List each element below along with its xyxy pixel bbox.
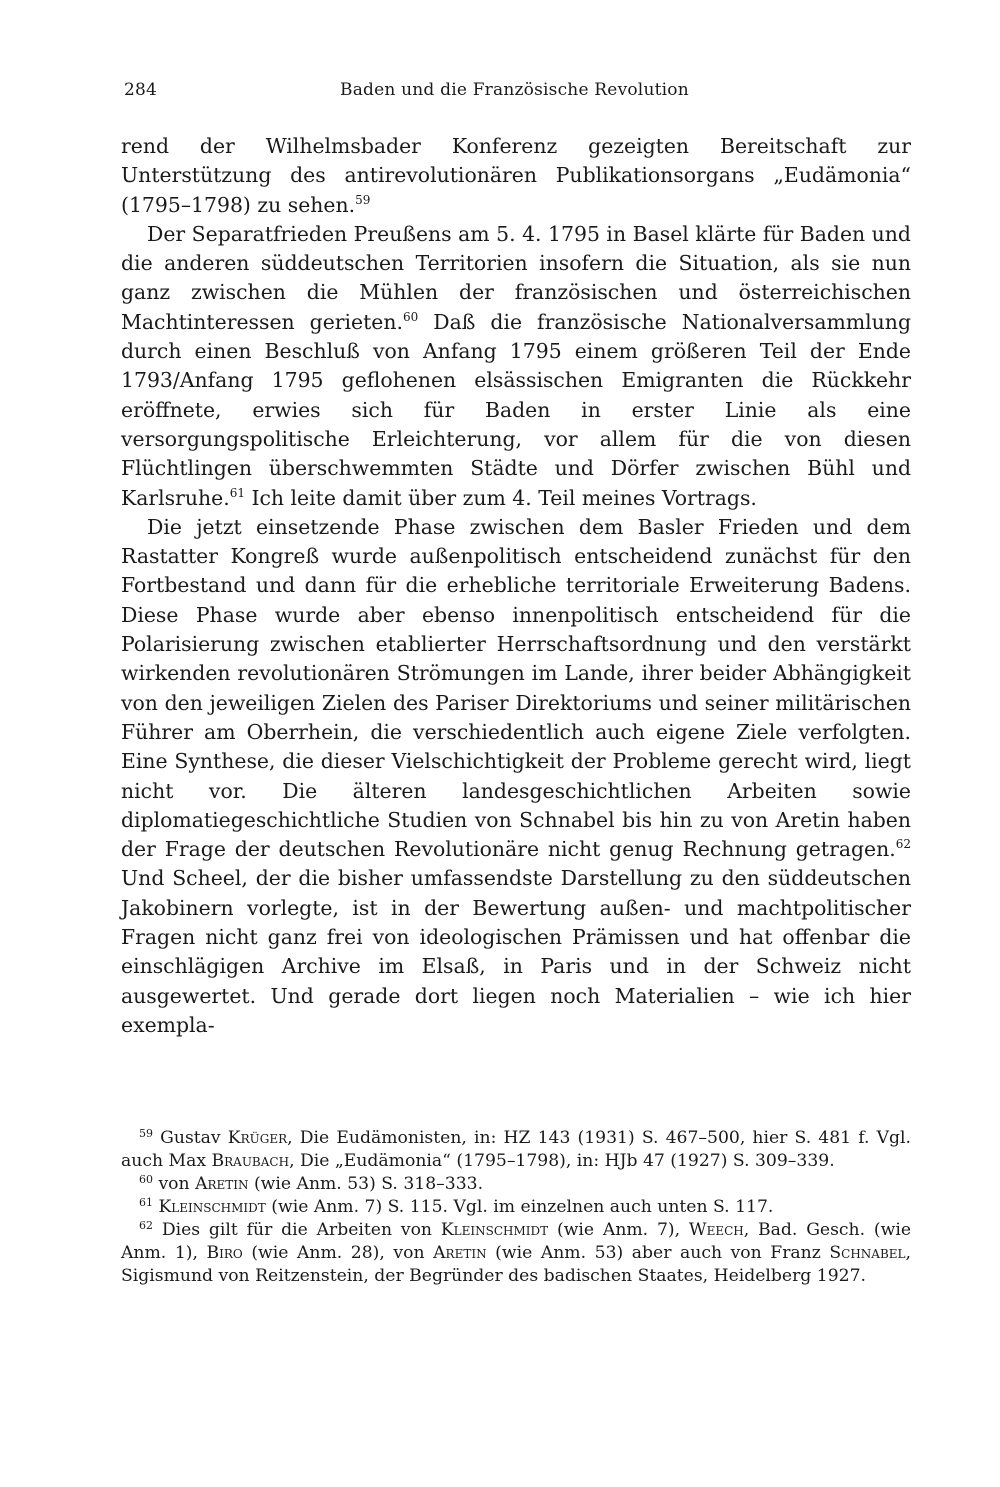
author-name: Biro <box>206 1243 243 1263</box>
footnote-text: Dies gilt für die Arbeiten von <box>153 1220 441 1240</box>
footnote-number: 59 <box>139 1127 153 1140</box>
paragraph-2-sentence-1: Der Separatfrieden Preußens am 5. 4. 1795 in Basel klärte für Baden und die anderen süddeutschen Territorien insofern die Situation, als sie nun ganz zwischen die Mühlen der französischen und österreichischen Machtinteressen gerieten. <box>121 221 911 334</box>
paragraph-3 <box>121 513 911 1040</box>
paragraph-3-part-2: Und Scheel, der die bisher umfassendste Darstellung zu den süddeutschen Jakobinern vorlegte, ist in der Bewertung außen- und machtpolitischer Fragen nicht ganz frei von ideologischen Prämissen und hat offenbar die einschlägigen Archive im Elsaß, in Paris und in der Schweiz nicht ausgewertet. Und gerade dort liegen noch Materialien – wie ich hier exempla- <box>121 866 911 1037</box>
footnote-62 <box>121 1219 911 1288</box>
footnotes <box>121 1127 911 1288</box>
footnote-text: (wie Anm. 28), von <box>242 1243 434 1263</box>
author-name: Krüger <box>227 1128 288 1148</box>
footnote-ref-59: 59 <box>355 192 371 207</box>
footnote-text: Gustav <box>153 1128 228 1148</box>
author-name: Schnabel <box>829 1243 906 1263</box>
author-name: Kleinschmidt <box>158 1197 266 1217</box>
footnote-text: (wie Anm. 53) aber auch von Franz <box>486 1243 830 1263</box>
footnote-ref-62: 62 <box>895 837 911 852</box>
footnote-text: von <box>153 1174 196 1194</box>
footnote-text: , Sigismund von Reitzenstein, der Begründer des badischen Staates, Heidelberg 1927. <box>121 1243 911 1286</box>
author-name: Aretin <box>433 1243 487 1263</box>
paragraph-2-sentence-3: Ich leite damit über zum 4. Teil meines Vortrags. <box>244 485 757 510</box>
paragraph-2 <box>121 220 911 513</box>
footnote-number: 60 <box>139 1173 153 1186</box>
paragraph-2-sentence-2: Daß die französische Nationalversammlung durch einen Beschluß von Anfang 1795 einem größeren Teil der Ende 1793/Anfang 1795 geflohenen elsässischen Emigranten die Rückkehr eröffnete, erwies sich für Baden in erster Linie als eine versorgungspolitische Erleichterung, vor allem für die von diesen Flüchtlingen überschwemmten Städte und Dörfer zwischen Bühl und Karlsruhe. <box>121 309 911 510</box>
page-number: 284 <box>124 80 158 100</box>
author-name: Aretin <box>195 1174 249 1194</box>
footnote-ref-61: 61 <box>229 485 245 500</box>
footnote-text: , Die „Eudämonia“ (1795–1798), in: HJb 47 (1927) S. 309–339. <box>289 1151 835 1171</box>
footnote-number: 61 <box>139 1196 153 1209</box>
paragraph-3-part-1: Die jetzt einsetzende Phase zwischen dem Basler Frieden und dem Rastatter Kongreß wurde außenpolitisch entscheidend zunächst für den Fortbestand und dann für die erhebliche territoriale Erweiterung Badens. Diese Phase wurde aber ebenso innenpolitisch entscheidend für die Polarisierung zwischen etablierter Herrschaftsordnung und den verstärkt wirkenden revolutionären Strömungen im Lande, ihrer beider Abhängigkeit von den jeweiligen Zielen des Pariser Direktoriums und seiner militärischen Führer am Oberrhein, die verschiedentlich auch eigene Ziele verfolgten. Eine Synthese, die dieser Vielschichtigkeit der Probleme gerecht wird, liegt nicht vor. Die älteren landesgeschichtlichen Arbeiten sowie diplomatiegeschichtliche Studien von Schnabel bis hin zu von Aretin haben der Frage der deutschen Revolutionäre nicht genug Rechnung getragen. <box>121 514 911 862</box>
footnote-text: (wie Anm. 7), <box>548 1220 689 1240</box>
footnote-59 <box>121 1127 911 1173</box>
author-name: Braubach <box>211 1151 290 1171</box>
footnote-61 <box>121 1196 911 1219</box>
paragraph-1-text: rend der Wilhelmsbader Konferenz gezeigten Bereitschaft zur Unterstützung des antirevolutionären Publikationsorgans „Eudämonia“ (1795–1798) zu sehen. <box>121 134 911 217</box>
page-header <box>124 80 824 108</box>
author-name: Kleinschmidt <box>440 1220 549 1240</box>
body-text <box>121 132 911 1040</box>
author-name: Weech <box>688 1220 744 1240</box>
running-head: Baden und die Französische Revolution <box>340 80 689 100</box>
footnote-text: , Die Eudämonisten, in: HZ 143 (1931) S. 467–500, hier S. 481 f. Vgl. auch Max <box>121 1128 911 1171</box>
footnote-60 <box>121 1173 911 1196</box>
footnote-text: (wie Anm. 53) S. 318–333. <box>248 1174 484 1194</box>
footnote-ref-60: 60 <box>402 309 419 324</box>
footnote-text: , Bad. Gesch. (wie Anm. 1), <box>121 1220 911 1263</box>
footnote-text: (wie Anm. 7) S. 115. Vgl. im einzelnen auch unten S. 117. <box>265 1197 774 1217</box>
paragraph-1 <box>121 132 911 220</box>
footnote-number: 62 <box>139 1219 153 1232</box>
